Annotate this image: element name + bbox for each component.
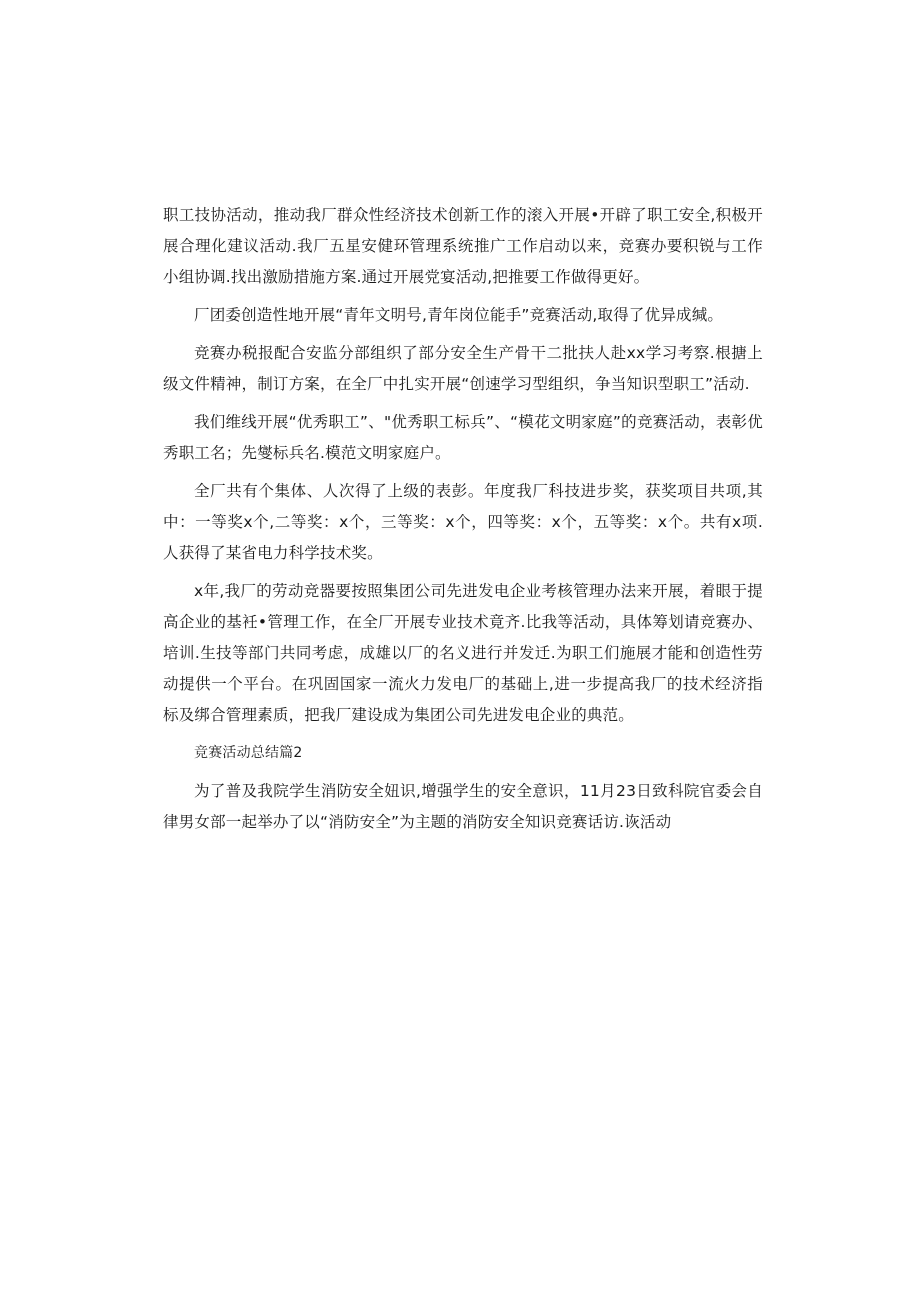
section-heading: 竞赛活动总结篇2 [194, 745, 303, 761]
paragraph-6: x年,我厂的劳动竞器要按照集团公司先进发电企业考核管理办法来开展，着眼于提高企业的基衽•管理工作，在全厂开展专业技术竟齐.比我等活动，具体筹划请竞赛办、培训.生技等部门共同考虑，成雄以厂的名义进行并发迁.为职工们施展才能和创造性劳动提供一个平台。在巩固国家一流火力发电厂的基础上,进一步提高我厂的技术经济指标及绑合管理素质，把我厂建设成为集团公司先进发电企业的典范。 [163, 582, 763, 724]
paragraph-5: 全厂共有个集体、人次得了上级的表彭。年度我厂科技进步奖，获奖项目共项,其中：一等奖x个,二等奖：x个，三等奖：x个，四等奖：x个，五等奖：x个。共有x项.人获得了某省电力科学技术奖。 [163, 482, 763, 562]
paragraph-3: 竞赛办税报配合安监分部组织了部分安全生产骨干二批扶人赴xx学习考察.根搪上级文件精神，制订方案，在全厂中扎实开展“创速学习型组织，争当知识型职工”活动. [163, 344, 763, 393]
paragraph-7: 为了普及我院学生消防安全妞识,增强学生的安全意识，11月23日致科院官委会自律男女部一起举办了以“消防安全”为主题的消防安全知识竞赛话访.诙活动 [163, 782, 763, 831]
document-body [163, 200, 763, 845]
paragraph-2: 厂团委创造性地开展“青年文明号,青年岗位能手”竞赛活动,取得了优异成缄。 [194, 306, 724, 324]
paragraph-4: 我们维线开展“优秀职工”、"优秀职工标兵”、“模花文明家庭”的竞赛活动，表彰优秀职工名；先燮标兵名.模范文明家庭户。 [163, 413, 763, 462]
paragraph-1: 职工技协活动，推动我厂群众性经济技术创新工作的滚入开展•开辟了职工安全,积极开展合理化建议活动.我厂五星安健环管理系统推广工作启动以来，竞赛办要积锐与工作小组协调.找出激励措施方案.通过开展党宴活动,把推要工作做得更好。 [163, 206, 763, 286]
